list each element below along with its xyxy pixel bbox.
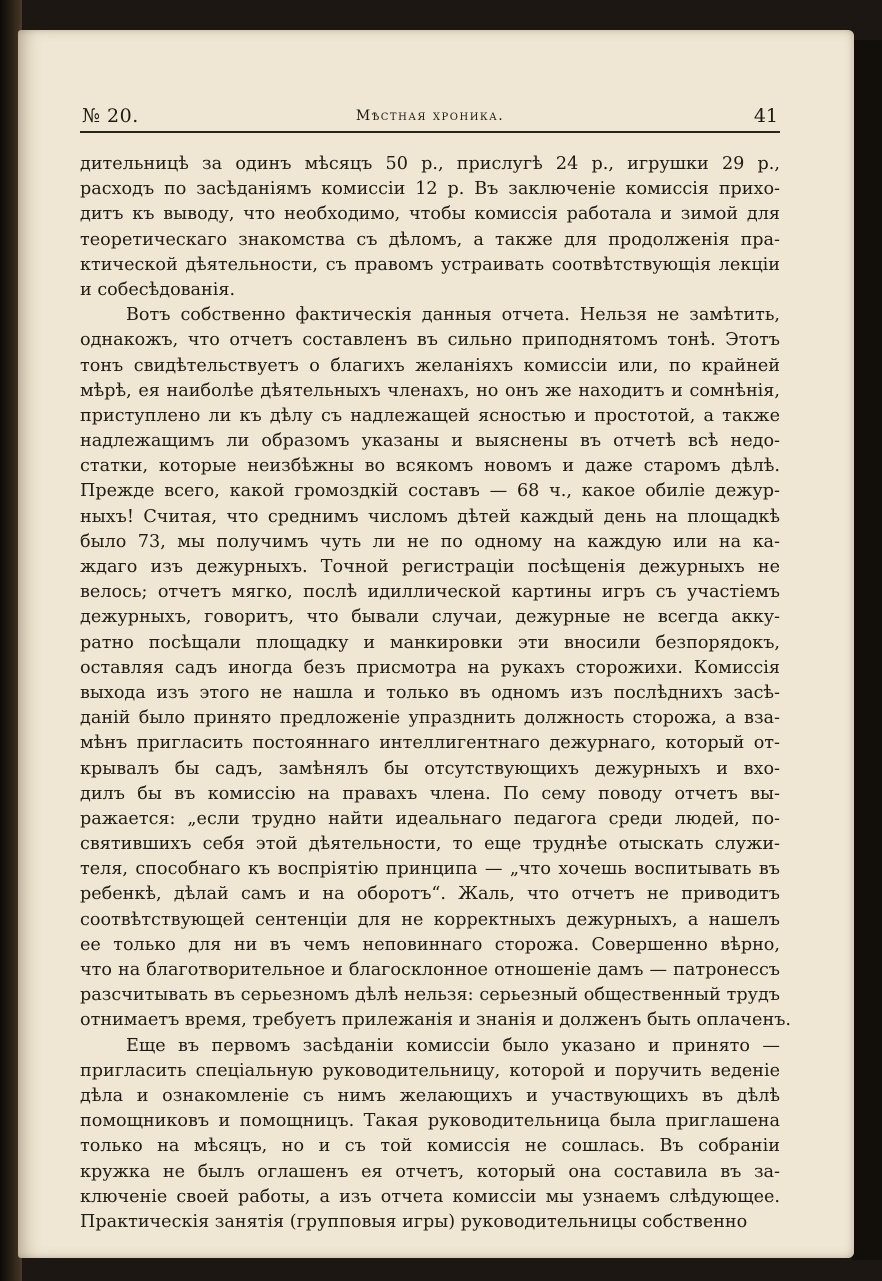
text-line: даній было принято предложеніе упразднить должность сторожа, а вза- [80, 708, 780, 729]
text-line: было 73, мы получимъ чуть ли не по одному на каждую или на ка- [80, 531, 780, 552]
text-line: что на благотворительное и благосклонное отношеніе дамъ — патронессъ [80, 960, 780, 980]
text-line: ключеніе своей работы, а изъ отчета комиссіи мы узнаемъ слѣдующее. [80, 1186, 780, 1207]
text-line: ждаго изъ дежурныхъ. Точной регистраціи посѣщенія дежурныхъ не [80, 557, 780, 577]
text-line: мѣнъ пригласить постояннаго интеллигентнаго дежурнаго, который от- [80, 733, 780, 754]
text-line: крывалъ бы садъ, замѣнялъ бы отсутствующихъ дежурныхъ и вхо- [80, 758, 780, 779]
text-line: разсчитывать въ серьезномъ дѣлѣ нельзя: серьезный общественный трудъ [80, 985, 780, 1006]
paragraph [80, 1034, 780, 1236]
text-line: кружка не былъ оглашенъ ея отчетъ, который она составила въ за- [80, 1161, 780, 1182]
text-line: статки, которые неизбѣжны во всякомъ новомъ и даже старомъ дѣлѣ. [80, 456, 780, 477]
text-line: Еще въ первомъ засѣданіи комиссіи было указано и принято — [126, 1035, 780, 1056]
text-line: Вотъ собственно фактическія данныя отчета. Нельзя не замѣтить, [126, 305, 780, 326]
text-line: дежурныхъ, говоритъ, что бывали случаи, дежурные не всегда акку- [80, 607, 780, 628]
text-line: надлежащимъ ли образомъ указаны и выяснены въ отчетѣ всѣ недо- [80, 431, 780, 452]
text-line: ее только для ни въ чемъ неповиннаго сторожа. Совершенно вѣрно, [80, 934, 780, 955]
text-line: расходъ по засѣданіямъ комиссіи 12 р. Въ заключеніе комиссія прихо- [80, 179, 780, 200]
text-line: выхода изъ этого не нашла и только въ одномъ изъ послѣднихъ засѣ- [80, 682, 780, 703]
text-line: ратно посѣщали площадку и манкировки эти вносили безпорядокъ, [80, 632, 780, 653]
text-line: Прежде всего, какой громоздкій составъ — 68 ч., какое обиліе дежур- [80, 481, 780, 502]
text-line: только на мѣсяцъ, но и съ той комиссія не сошлась. Въ собраніи [80, 1136, 780, 1157]
text-line: ражается: „если трудно найти идеальнаго педагога среди людей, по- [80, 808, 780, 829]
text-line: ныхъ! Считая, что среднимъ числомъ дѣтей каждый день на площадкѣ [80, 506, 780, 527]
text-line: святившихъ себя этой дѣятельности, то еще труднѣе отыскать служи- [80, 834, 780, 855]
issue-number: № 20. [82, 105, 139, 127]
text-line: соотвѣтствующей сентенціи для не корректныхъ дежурныхъ, а нашелъ [80, 909, 780, 930]
text-line: Практическія занятія (групповыя игры) руководительницы собственно [80, 1211, 748, 1232]
text-line: ктической дѣятельности, съ правомъ устраивать соотвѣтствующія лекціи [80, 254, 780, 275]
text-line: приступлено ли къ дѣлу съ надлежащей ясностью и простотой, а также [80, 405, 780, 426]
text-line: помощниковъ и помощницъ. Такая руководительница была приглашена [80, 1111, 780, 1132]
section-title: Мѣстная хроника. [355, 108, 505, 124]
text-line: пригласить спеціальную руководительницу, которой и поручить веденіе [80, 1060, 780, 1081]
running-header [80, 103, 780, 133]
text-line: отнимаетъ время, требуетъ прилежанія и знанія и долженъ быть оплаченъ. [80, 1010, 791, 1031]
page-number: 41 [753, 105, 778, 127]
text-line: оставляя садъ иногда безъ присмотра на рукахъ сторожихи. Комиссія [80, 657, 780, 678]
text-line: теоретическаго знакомства съ дѣломъ, а также для продолженія пра- [80, 229, 780, 250]
text-line: дилъ бы въ комиссію на правахъ члена. По сему поводу отчетъ вы- [80, 783, 780, 804]
text-line: велось; отчетъ мягко, послѣ идиллической картины игръ съ участіемъ [80, 582, 780, 603]
page-edge-shadow [852, 40, 882, 1260]
text-line: теля, способнаго къ воспріятію принципа — „что хочешь воспитывать въ [80, 859, 780, 880]
body-text [80, 152, 791, 1235]
paragraph [80, 303, 791, 1033]
text-line: и собесѣдованія. [80, 279, 236, 300]
text-line: ребенкѣ, дѣлай самъ и на оборотъ“. Жаль, что отчетъ не приводитъ [80, 884, 780, 905]
text-line: дитъ къ выводу, что необходимо, чтобы комиссія работала и зимой для [80, 204, 780, 225]
text-line: дѣла и ознакомленіе съ нимъ желающихъ и участвующихъ въ дѣлѣ [80, 1085, 780, 1106]
paragraph [80, 152, 780, 303]
text-line: мѣрѣ, ея наиболѣе дѣятельныхъ членахъ, но онъ же находитъ и сомнѣнія, [80, 380, 780, 401]
text-line: дительницѣ за одинъ мѣсяцъ 50 р., прислугѣ 24 р., игрушки 29 р., [80, 154, 780, 174]
text-line: однакожъ, что отчетъ составленъ въ сильно приподнятомъ тонѣ. Этотъ [80, 330, 780, 351]
text-line: тонъ свидѣтельствуетъ о благихъ желаніяхъ комиссіи или, по крайней [80, 355, 780, 376]
